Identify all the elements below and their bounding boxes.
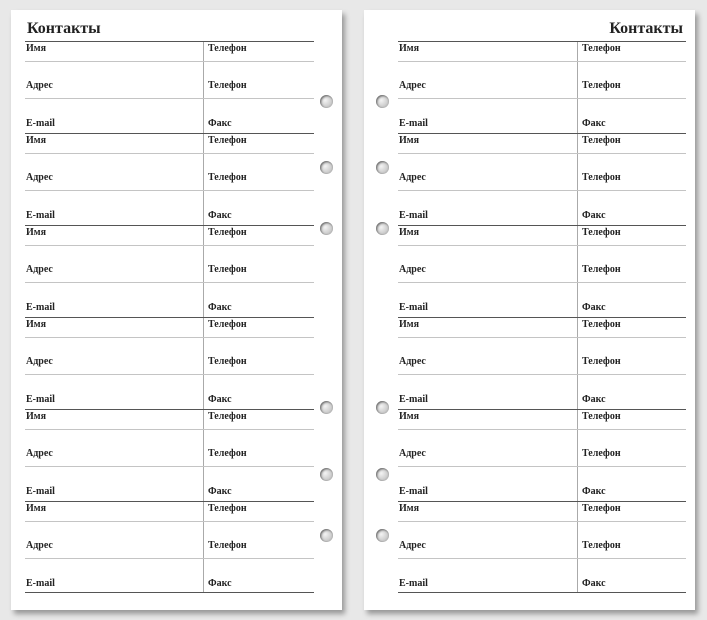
phone-label: Телефон xyxy=(208,264,247,275)
write-line xyxy=(25,282,314,283)
punch-hole-icon xyxy=(376,401,389,414)
phone-label: Телефон xyxy=(208,356,247,367)
phone-label: Телефон xyxy=(582,80,621,91)
phone-label: Телефон xyxy=(208,319,247,330)
write-line xyxy=(398,190,686,191)
fax-label: Факс xyxy=(208,118,232,129)
contact-entries xyxy=(25,41,314,593)
name-label: Имя xyxy=(399,227,419,238)
column-divider xyxy=(577,502,578,592)
email-label: E-mail xyxy=(399,394,428,405)
write-line xyxy=(25,337,314,338)
address-label: Адрес xyxy=(399,540,426,551)
page-title: Контакты xyxy=(609,20,683,37)
fax-label: Факс xyxy=(582,394,606,405)
fax-label: Факс xyxy=(208,578,232,589)
address-label: Адрес xyxy=(26,356,53,367)
address-label: Адрес xyxy=(26,80,53,91)
email-label: E-mail xyxy=(399,302,428,313)
punch-hole-icon xyxy=(320,222,333,235)
email-label: E-mail xyxy=(399,210,428,221)
fax-label: Факс xyxy=(582,486,606,497)
punch-hole-icon xyxy=(376,468,389,481)
column-divider xyxy=(577,134,578,225)
punch-hole-icon xyxy=(376,222,389,235)
email-label: E-mail xyxy=(26,578,55,589)
fax-label: Факс xyxy=(582,302,606,313)
fax-label: Факс xyxy=(582,210,606,221)
punch-hole-icon xyxy=(320,529,333,542)
name-label: Имя xyxy=(26,411,46,422)
column-divider xyxy=(577,410,578,501)
column-divider xyxy=(203,318,204,409)
name-label: Имя xyxy=(399,135,419,146)
phone-label: Телефон xyxy=(208,135,247,146)
punch-hole-icon xyxy=(320,161,333,174)
email-label: E-mail xyxy=(26,118,55,129)
write-line xyxy=(398,282,686,283)
write-line xyxy=(25,429,314,430)
contact-entry xyxy=(25,501,314,593)
column-divider xyxy=(577,42,578,133)
write-line xyxy=(398,374,686,375)
phone-label: Телефон xyxy=(208,172,247,183)
email-label: E-mail xyxy=(399,578,428,589)
name-label: Имя xyxy=(399,43,419,54)
contact-entry xyxy=(25,317,314,409)
name-label: Имя xyxy=(26,135,46,146)
contact-entry xyxy=(398,41,686,133)
contact-entry xyxy=(25,133,314,225)
address-label: Адрес xyxy=(26,540,53,551)
phone-label: Телефон xyxy=(582,319,621,330)
punch-hole-icon xyxy=(376,95,389,108)
write-line xyxy=(25,153,314,154)
fax-label: Факс xyxy=(582,578,606,589)
name-label: Имя xyxy=(399,503,419,514)
column-divider xyxy=(203,134,204,225)
email-label: E-mail xyxy=(399,486,428,497)
email-label: E-mail xyxy=(399,118,428,129)
punch-hole-icon xyxy=(376,161,389,174)
contact-entries xyxy=(398,41,686,593)
phone-label: Телефон xyxy=(208,80,247,91)
email-label: E-mail xyxy=(26,394,55,405)
email-label: E-mail xyxy=(26,486,55,497)
write-line xyxy=(25,190,314,191)
write-line xyxy=(25,521,314,522)
phone-label: Телефон xyxy=(582,356,621,367)
write-line xyxy=(25,98,314,99)
phone-label: Телефон xyxy=(582,43,621,54)
fax-label: Факс xyxy=(582,118,606,129)
address-label: Адрес xyxy=(26,264,53,275)
phone-label: Телефон xyxy=(208,448,247,459)
column-divider xyxy=(203,226,204,317)
write-line xyxy=(25,374,314,375)
left-page xyxy=(11,10,342,610)
column-divider xyxy=(577,318,578,409)
contact-entry xyxy=(398,225,686,317)
fax-label: Факс xyxy=(208,210,232,221)
write-line xyxy=(398,337,686,338)
punch-hole-icon xyxy=(376,529,389,542)
address-label: Адрес xyxy=(399,80,426,91)
right-page xyxy=(364,10,695,610)
contact-entry xyxy=(398,409,686,501)
write-line xyxy=(25,558,314,559)
punch-hole-icon xyxy=(320,468,333,481)
phone-label: Телефон xyxy=(582,411,621,422)
contact-entry xyxy=(25,225,314,317)
write-line xyxy=(398,558,686,559)
phone-label: Телефон xyxy=(208,227,247,238)
column-divider xyxy=(203,502,204,592)
fax-label: Факс xyxy=(208,394,232,405)
phone-label: Телефон xyxy=(582,448,621,459)
address-label: Адрес xyxy=(399,264,426,275)
column-divider xyxy=(203,410,204,501)
contact-entry xyxy=(398,501,686,593)
write-line xyxy=(398,98,686,99)
phone-label: Телефон xyxy=(208,411,247,422)
write-line xyxy=(398,429,686,430)
name-label: Имя xyxy=(26,43,46,54)
write-line xyxy=(25,61,314,62)
phone-label: Телефон xyxy=(582,264,621,275)
address-label: Адрес xyxy=(399,448,426,459)
write-line xyxy=(398,521,686,522)
fax-label: Факс xyxy=(208,486,232,497)
email-label: E-mail xyxy=(26,302,55,313)
page-title: Контакты xyxy=(27,20,101,37)
email-label: E-mail xyxy=(26,210,55,221)
column-divider xyxy=(577,226,578,317)
write-line xyxy=(398,466,686,467)
write-line xyxy=(398,153,686,154)
phone-label: Телефон xyxy=(582,227,621,238)
name-label: Имя xyxy=(399,411,419,422)
punch-hole-icon xyxy=(320,401,333,414)
address-label: Адрес xyxy=(26,172,53,183)
contact-entry xyxy=(398,133,686,225)
write-line xyxy=(398,245,686,246)
write-line xyxy=(25,466,314,467)
column-divider xyxy=(203,42,204,133)
contact-entry xyxy=(25,409,314,501)
contact-entry xyxy=(25,41,314,133)
write-line xyxy=(25,245,314,246)
phone-label: Телефон xyxy=(582,503,621,514)
phone-label: Телефон xyxy=(208,43,247,54)
fax-label: Факс xyxy=(208,302,232,313)
address-label: Адрес xyxy=(399,172,426,183)
contact-entry xyxy=(398,317,686,409)
write-line xyxy=(398,61,686,62)
phone-label: Телефон xyxy=(208,540,247,551)
phone-label: Телефон xyxy=(582,135,621,146)
address-label: Адрес xyxy=(26,448,53,459)
address-label: Адрес xyxy=(399,356,426,367)
name-label: Имя xyxy=(26,227,46,238)
name-label: Имя xyxy=(26,503,46,514)
punch-hole-icon xyxy=(320,95,333,108)
phone-label: Телефон xyxy=(208,503,247,514)
phone-label: Телефон xyxy=(582,540,621,551)
name-label: Имя xyxy=(26,319,46,330)
phone-label: Телефон xyxy=(582,172,621,183)
name-label: Имя xyxy=(399,319,419,330)
